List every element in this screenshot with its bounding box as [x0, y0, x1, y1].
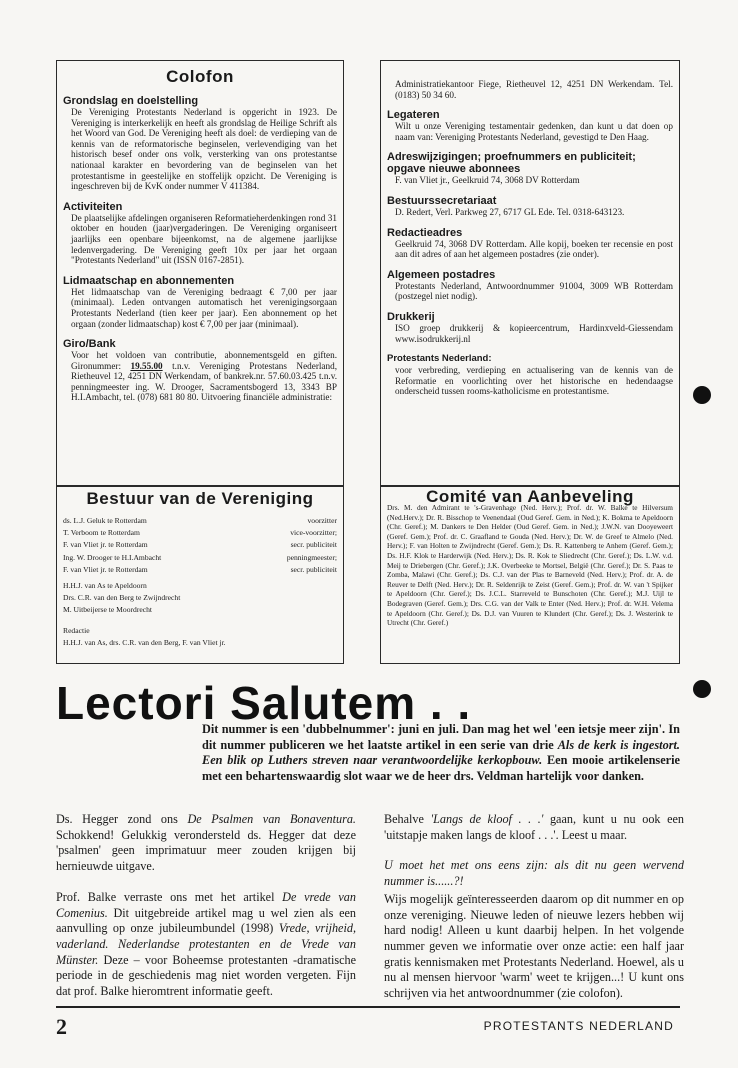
intro-italic: Als de kerk is ingestort. Een blik op Luthers streven naar verantwoordelijke kerkopbouw.	[202, 737, 680, 767]
comite-title: Comité van Aanbeveling	[426, 487, 634, 506]
italic-title: 'Langs de kloof . . .'	[430, 812, 544, 826]
body-column-left	[56, 812, 356, 1000]
section-postadres	[387, 269, 673, 302]
section-body: Administratiekantoor Fiege, Rietheuvel 12, 4251 DN Werkendam. Tel. (0183) 50 34 60.	[395, 79, 673, 100]
paragraph	[56, 812, 356, 875]
punch-hole-icon	[693, 386, 711, 404]
bestuur-row	[63, 539, 337, 551]
punch-hole-icon	[693, 680, 711, 698]
publication-title: PROTESTANTS NEDERLAND	[483, 1019, 674, 1033]
bestuur-row	[63, 527, 337, 539]
body-column-right	[384, 812, 684, 1002]
giro-before: Voor het voldoen van contributie, abonnementsgeld en giften. Gironummer:	[71, 350, 337, 371]
bestuur-box	[56, 486, 344, 664]
italic-title: De Psalmen van Bonaventura.	[187, 812, 356, 826]
bestuur-role: secr. publiciteit	[290, 564, 337, 574]
section-body: Het lidmaatschap van de Vereniging bedraagt € 7,00 per jaar (minimaal). Leden ontvangen automatisch het verenigingsorgaan Protestants Nederland (tien keer per jaar). Een abonnement op het orgaan (zonder lidmaatschap) kost € 7,00 per jaar (minimaal).	[71, 286, 337, 329]
section-legateren	[387, 109, 673, 142]
section-body: F. van Vliet jr., Geelkruid 74, 3068 DV Rotterdam	[395, 175, 580, 186]
paragraph	[56, 890, 356, 1000]
colofon-section-lidmaatschap	[63, 275, 337, 329]
section-heading: Giro/Bank	[63, 338, 116, 351]
text: Prof. Balke verraste ons met het artikel	[56, 889, 283, 904]
section-bestuurssecretariaat	[387, 195, 673, 218]
text: Deze – voor Boheemse protestanten -dramatische periode in de geschiedenis mag niet worden vergeten. Fijn dat prof. Balke hieromtrent informatie geeft.	[56, 952, 356, 999]
italic-question: U moet het met ons eens zijn: als dit nu geen wervend nummer is......?!	[384, 858, 684, 889]
paragraph	[384, 812, 684, 843]
bestuur-row	[63, 552, 337, 564]
footer-divider	[56, 1006, 680, 1008]
question	[384, 858, 684, 889]
bestuur-list	[63, 515, 337, 576]
giro-after: t.n.v. Vereniging Protestans Nederland, Rietheuvel 12, 4251 DN Werkendam, of bankrek.nr. 57.60.03.425 t.n.v. penningmeester ing. W. Drooger, Sacramentsbogerd 13, 3343 BP H.I.Ambacht, tel. (078) 681 80 80. Uitvoering financiële administratie:	[71, 360, 337, 403]
section-heading: Adreswijzigingen; proefnummers en publiciteit; opgave nieuwe abonnees	[387, 151, 636, 176]
section-heading: Legateren	[387, 109, 440, 122]
bestuur-member: H.H.J. van As te Apeldoorn	[63, 581, 147, 591]
section-protestants-nederland	[387, 353, 673, 397]
redactie-label: Redactie	[63, 625, 90, 635]
text: Dit uitgebreide artikel mag u wel zien als een aanvulling op onze jubileumbundel (1998)	[56, 905, 356, 936]
colofon-title: Colofon	[166, 67, 234, 86]
text: Schokkend! Gelukkig verondersteld ds. Hegger dat deze 'psalmen' geen imprimatuur meer zouden krijgen bij hernieuwde uitgave.	[56, 827, 356, 874]
section-heading: Bestuurssecretariaat	[387, 194, 497, 207]
comite-box	[380, 486, 680, 664]
bestuur-name: Ing. W. Drooger te H.I.Ambacht	[63, 552, 162, 562]
bestuur-member: Drs. C.R. van den Berg te Zwijndrecht	[63, 593, 181, 603]
section-body: voor verbreding, verdieping en actualisering van de kennis van de Reformatie en voorlichting over het historische en hedendaagse onderscheid tussen rooms-katholicisme en protestantisme.	[395, 365, 673, 397]
italic-title: Vrede, vrijheid, vaderland. Nederlandse protestanten en de Vrede van Münster.	[56, 921, 356, 967]
bestuur-role: vice-voorzitter;	[290, 528, 337, 538]
text: Behalve	[384, 812, 431, 826]
section-body: ISO groep drukkerij & kopieercentrum, Hardinxveld-Giessendam www.isodrukkerij.nl	[395, 322, 673, 344]
section-drukkerij	[387, 311, 673, 344]
intro-end: Een mooie artikelenserie met een behartenswaardig slot waar we de heer drs. Veldman hartelijk voor danken.	[202, 753, 680, 783]
section-heading: Protestants Nederland:	[387, 353, 492, 365]
section-body	[63, 350, 337, 403]
redactie-names: H.H.J. van As, drs. C.R. van den Berg, F. van Vliet jr.	[63, 637, 226, 647]
bestuur-name: F. van Vliet jr. te Rotterdam	[63, 564, 148, 574]
lectori-heading: Lectori Salutem . .	[56, 677, 472, 729]
section-redactieadres	[387, 227, 673, 260]
section-body: D. Redert, Verl. Parkweg 27, 6717 GL Ede. Tel. 0318-643123.	[395, 206, 625, 217]
page-number: 2	[56, 1014, 67, 1039]
admin-intro	[387, 79, 673, 100]
giro-number: 19.55.00	[130, 360, 163, 371]
bestuur-row	[63, 564, 337, 576]
section-heading: Redactieadres	[387, 226, 463, 239]
bestuur-role: penningmeester;	[286, 552, 337, 562]
section-heading: Grondslag en doelstelling	[63, 95, 199, 107]
bestuur-role: secr. publiciteit	[290, 540, 337, 550]
redactie	[63, 625, 337, 649]
section-heading: Algemeen postadres	[387, 268, 496, 281]
section-adreswijzigingen	[387, 151, 673, 186]
colofon-section-activiteiten	[63, 201, 337, 266]
section-heading: Activiteiten	[63, 200, 123, 213]
bestuur-members	[63, 580, 337, 617]
bestuur-role: voorzitter	[307, 516, 337, 525]
bestuur-name: F. van Vliet jr. te Rotterdam	[63, 540, 148, 550]
paragraph: Wijs mogelijk geïnteresseerden daarom op dit nummer en op onze vereniging. Nieuwe leden of nieuwe lezers hebben wij hard nodig! Alleen u kunt daarbij helpen. In het volgende nummer geven we informatie over onze actie: een half jaar gratis kennismaken met Protestants Nederland. Hoewel, als u nu al mensen hiervoor 'warm' weet te krijgen...! U kunt ons schrijven via het antwoordnummer (zie colofon).	[384, 891, 684, 1001]
intro-text: Dit nummer is een 'dubbelnummer': juni en juli. Dan mag het wel 'een ietsje meer zijn'. In dit nummer publiceren we het laatste artikel in een serie van drie	[202, 722, 680, 752]
text: Ds. Hegger zond ons	[56, 812, 188, 826]
comite-members: Drs. M. den Admirant te 's-Gravenhage (Ned. Herv.); Prof. dr. W. Balke te Hilversum (Ned.Herv.); Dr. R. Bisschop te Veenendaal (Oud Geref. Gem. in Ned.); K. Bokma te Apeldoorn (Chr. Geref.); M. Dankers te Den Helder (Oud Geref. Gem. in Ned.); J.W.N. van Dooyeweert (Geref. Gem.); Prof. dr. C. Graafland te Gouda (Ned. Herv.); Dr. W. de Greef te Almelo (Ned. Herv.); F. van Holten te Zwijndrecht (Geref. Gem.); Ds. R. Kattenberg te Anhem (Geref. Gem.); Ds. H.F. Klok te Harderwijk (Ned. Herv.); Ds. R. Kok te Sliedrecht (Chr. Geref.); Ds. L.W. v.d. Meij te Driebergen (Chr. Geref.); J.K. Overbeeke te Mortsel, België (Chr. Geref.); Dr. S. Paas te Zomba, Malawi (Chr. Geref.); Ds. C.J. van der Plas te Barneveld (Ned. Herv.); Prof. dr. A. de Reuver te Delft (Ned. Herv.); Dr. R. Seldenrijk te Zeist (Geref. Gem.); Prof. dr. W. van 't Spijker te Apeldoorn (Chr. Geref.); Ds. J.C.L. Starreveld te Bunschoten (Chr. Geref.); M.J. Uijl te Bodegraven (Geref. Gem.); Drs. C.G. van der Valk te Enter (Ned. Herv.); Prof. dr. W.H. Velema te Apeldoorn (Chr. Geref.); Ds. D.J. van Vuuren te Klundert (Chr. Geref.); Ds. J. Westerink te Utrecht (Chr. Geref.)	[387, 503, 673, 628]
bestuur-name: T. Verboom te Rotterdam	[63, 528, 140, 538]
section-body: Geelkruid 74, 3068 DV Rotterdam. Alle kopij, boeken ter recensie en post aan dit adres of aan het algemeen postadres (zie onder).	[395, 238, 673, 260]
bestuur-row	[63, 515, 337, 527]
bestuur-member: M. Uitbeijerse te Moordrecht	[63, 605, 152, 615]
bestuur-title: Bestuur van de Vereniging	[86, 489, 314, 508]
italic-title: De vrede van Comenius.	[56, 889, 356, 920]
colofon-box	[56, 60, 344, 486]
text: gaan, kunt u nu ook een 'uitstapje maken langs de kloof . . .'. Leest u maar.	[384, 812, 684, 842]
lectori-intro	[202, 722, 680, 784]
bestuur-name: ds. L.J. Geluk te Rotterdam	[63, 516, 147, 525]
colofon-section-grondslag	[63, 95, 337, 192]
section-heading: Lidmaatschap en abonnementen	[63, 274, 235, 287]
section-body: De Vereniging Protestants Nederland is opgericht in 1923. De Vereniging is interkerkelijk en heeft als grondslag de Heilige Schrift als het Woord van God. De Vereniging heeft als doel: de verdieping van de kennis van de reformatorische beginselen, verlevendiging van het historisch besef onder ons volk, versterking van ons protestantse nationaal karakter en bevordering van de beginselen van het protestantisme in geestelijke en stoffelijk opzicht. De Vereniging is ingeschreven bij de KvK onder nummer V 411384.	[71, 107, 337, 192]
section-body: Protestants Nederland, Antwoordnummer 91004, 3009 WB Rotterdam (postzegel niet nodig).	[395, 280, 673, 302]
colofon-section-giro	[63, 338, 337, 403]
contact-info-box	[380, 60, 680, 486]
section-body: De plaatselijke afdelingen organiseren Reformatieherdenkingen rond 31 oktober en houden (jaar)vergaderingen. De Vereniging organiseert jaarlijks een openbare bijeenkomst, na de algemene jaarlijkse ledenvergadering. De Vereniging geeft 10x per jaar het orgaan "Protestants Nederland" uit (ISSN 0167-2851).	[71, 212, 337, 266]
section-heading: Drukkerij	[387, 310, 435, 323]
section-body: Wilt u onze Vereniging testamentair gedenken, dan kunt u dat doen op naam van: Vereniging Protestants Nederland, gevestigd te Den Haag.	[395, 121, 673, 142]
